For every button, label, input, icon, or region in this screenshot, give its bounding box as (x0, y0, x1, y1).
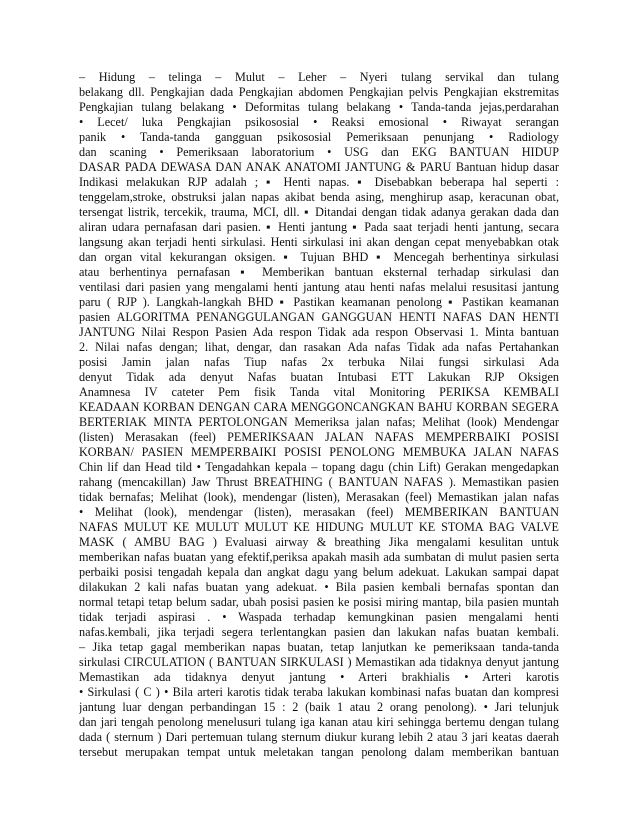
text-line: BERTERIAK MINTA PERTOLONGAN Memeriksa jalan nafas; Melihat (look) Mendengar (79, 415, 559, 429)
text-line: aliran udara pernafasan dari pasien. ▪ Henti jantung ▪ Pada saat terjadi henti jantung, secara (79, 220, 559, 234)
text-line: sirkulasi CIRCULATION ( BANTUAN SIRKULASI ) Memastikan ada tidaknya denyut jantung (79, 655, 559, 669)
text-line: langsung akan terjadi henti sirkulasi. Henti sirkulasi ini akan dengan cepat menyebabkan otak (79, 235, 559, 249)
text-line: belakang dll. Pengkajian dada Pengkajian abdomen Pengkajian pelvis Pengkajian ekstremitas (79, 85, 559, 99)
text-line: dan scaning • Pemeriksaan laboratorium • USG dan EKG BANTUAN HIDUP (79, 145, 559, 159)
text-line: KORBAN/ PASIEN MEMPERBAIKI POSISI PENOLONG MEMBUKA JALAN NAFAS (79, 445, 559, 459)
text-line: tersebut merupakan tempat untuk meletakan tangan penolong dalam memberikan bantuan (79, 745, 559, 759)
text-line: memberikan nafas buatan yang efektif,periksa apakah masih ada sumbatan di mulut pasien serta (79, 550, 559, 564)
text-line: – Hidung – telinga – Mulut – Leher – Nyeri tulang servikal dan tulang (79, 70, 559, 84)
text-line: JANTUNG Nilai Respon Pasien Ada respon Tidak ada respon Observasi 1. Minta bantuan (79, 325, 559, 339)
text-line: Indikasi melakukan RJP adalah ; ▪ Henti napas. ▪ Disebabkan beberapa hal seperti : (79, 175, 559, 189)
text-line: rahang (mencakillan) Jaw Thrust BREATHING ( BANTUAN NAFAS ). Memastikan pasien (79, 475, 559, 489)
text-line: dan jari tengah penolong menelusuri tulang iga kanan atau kiri sehingga bertemu dengan tulang (79, 715, 559, 729)
text-line: panik • Tanda-tanda gangguan psikososial Pemeriksaan penunjang • Radiology (79, 130, 559, 144)
text-line: normal tetapi tetap belum sadar, ubah posisi pasien ke posisi miring mantap, bila pasien muntah (79, 595, 559, 609)
text-line: tenggelam,stroke, obstruksi jalan napas akibat benda asing, menghirup asap, keracunan obat, (79, 190, 559, 204)
text-line: pasien ALGORITMA PENANGGULANGAN GANGGUAN HENTI NAFAS DAN HENTI (79, 310, 559, 324)
text-line: NAFAS MULUT KE MULUT MULUT KE HIDUNG MULUT KE STOMA BAG VALVE (79, 520, 559, 534)
text-line: jantung luar dengan perbandingan 15 : 2 (baik 1 atau 2 orang penolong). • Jari telunjuk (79, 700, 559, 714)
text-line: dada ( sternum ) Dari pertemuan tulang sternum diukur kurang lebih 2 atau 3 jari keatas daerah (79, 730, 559, 744)
text-line: perbaiki posisi tengadah kepala dan angkat dagu yang belum adekuat. Lakukan sampai dapat (79, 565, 559, 579)
text-line: tidak terjadi aspirasi . • Waspada terhadap kemungkinan pasien mengalami henti (79, 610, 559, 624)
text-line: KEADAAN KORBAN DENGAN CARA MENGGONCANGKAN BAHU KORBAN SEGERA (79, 400, 559, 414)
text-line: ventilasi dari pasien yang mengalami henti jantung atau henti nafas melalui resusitasi jantung (79, 280, 559, 294)
text-line: dilakukan 2 kali nafas buatan yang adekuat. • Bila pasien kembali bernafas spontan dan (79, 580, 559, 594)
document-page (79, 70, 559, 760)
text-line: posisi Jamin jalan nafas Tiup nafas 2x terbuka Nilai fungsi sirkulasi Ada (79, 355, 559, 369)
text-line: 2. Nilai nafas dengan; lihat, dengar, dan rasakan Ada nafas Tidak ada nafas Pertahankan (79, 340, 559, 354)
text-line: (listen) Merasakan (feel) PEMERIKSAAN JALAN NAFAS MEMPERBAIKI POSISI (79, 430, 559, 444)
text-line: tidak bernafas; Melihat (look), mendengar (listen), Merasakan (feel) Memastikan jalan nafas (79, 490, 559, 504)
text-line: Memastikan ada tidaknya denyut jantung • Arteri brakhialis • Arteri karotis (79, 670, 559, 684)
text-line: dan organ vital kekurangan oksigen. ▪ Tujuan BHD ▪ Mencegah berhentinya sirkulasi (79, 250, 559, 264)
text-line: • Sirkulasi ( C ) • Bila arteri karotis tidak teraba lakukan kombinasi nafas buatan dan kompresi (79, 685, 559, 699)
text-line: denyut Tidak ada denyut Nafas buatan Intubasi ETT Lakukan RJP Oksigen (79, 370, 559, 384)
text-line: Anamnesa IV cateter Pem fisik Tanda vital Monitoring PERIKSA KEMBALI (79, 385, 559, 399)
text-line: • Lecet/ luka Pengkajian psikososial • Reaksi emosional • Riwayat serangan (79, 115, 559, 129)
text-line: Pengkajian tulang belakang • Deformitas tulang belakang • Tanda-tanda jejas,perdarahan (79, 100, 559, 114)
text-line: Chin lif dan Head tild • Tengadahkan kepala – topang dagu (chin Lift) Gerakan mengedapkan (79, 460, 559, 474)
text-line: paru ( RJP ). Langkah-langkah BHD ▪ Pastikan keamanan penolong ▪ Pastikan keamanan (79, 295, 559, 309)
text-line: nafas.kembali, jika terjadi segera terlentangkan pasien dan lakukan nafas buatan kembali. (79, 625, 559, 639)
text-line: • Melihat (look), mendengar (listen), merasakan (feel) MEMBERIKAN BANTUAN (79, 505, 559, 519)
text-line: – Jika tetap gagal memberikan napas buatan, tetap lanjutkan ke pemeriksaan tanda-tanda (79, 640, 559, 654)
text-line: tersengat listrik, tercekik, trauma, MCI, dll. ▪ Ditandai dengan tidak adanya gerakan dada dan (79, 205, 559, 219)
text-line: MASK ( AMBU BAG ) Evaluasi airway & breathing Jika mengalami kesulitan untuk (79, 535, 559, 549)
text-line: atau berhentinya pernafasan ▪ Memberikan bantuan eksternal terhadap sirkulasi dan (79, 265, 559, 279)
text-line: DASAR PADA DEWASA DAN ANAK ANATOMI JANTUNG & PARU Bantuan hidup dasar (79, 160, 559, 174)
